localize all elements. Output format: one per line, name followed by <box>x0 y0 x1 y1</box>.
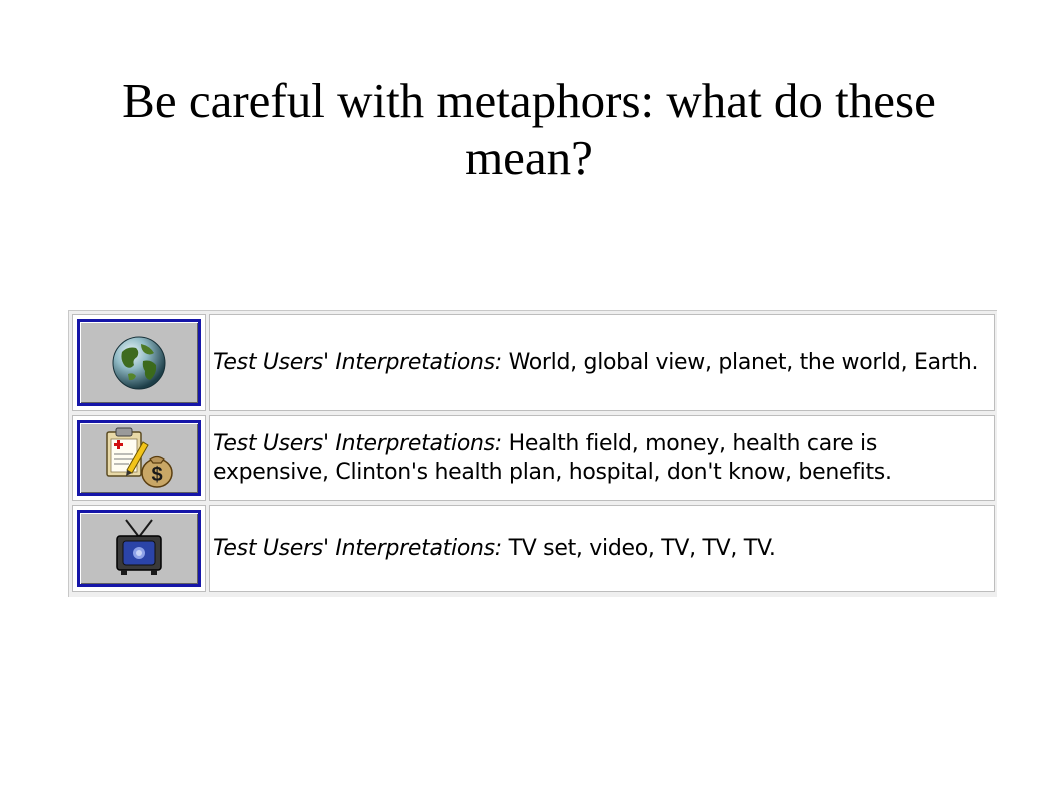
table-row <box>69 415 998 501</box>
globe-icon-button[interactable] <box>77 319 201 406</box>
icon-cell <box>72 415 206 501</box>
interpretation-cell <box>209 314 995 411</box>
interpretations-text: Health field, money, health care is expensive, Clinton's health plan, hospital, don't know, benefits. <box>213 431 892 485</box>
svg-text:$: $ <box>151 464 163 486</box>
slide-title: Be careful with metaphors: what do these mean? <box>122 73 936 186</box>
interpretations-label: Test Users' Interpretations: <box>213 350 502 375</box>
interpretations-text: TV set, video, TV, TV, TV. <box>508 536 776 561</box>
tv-set-icon <box>109 517 169 581</box>
interpretations-label: Test Users' Interpretations: <box>213 431 502 456</box>
globe-icon <box>110 334 168 392</box>
interpretations-text: World, global view, planet, the world, Earth. <box>508 350 979 375</box>
tv-set-icon-button[interactable] <box>77 510 201 587</box>
interpretations-label: Test Users' Interpretations: <box>213 536 502 561</box>
icon-cell <box>72 314 206 411</box>
icon-interpretation-table <box>68 310 997 597</box>
table-row <box>69 314 998 411</box>
table-row <box>69 505 998 592</box>
health-money-icon <box>103 426 175 490</box>
interpretation-cell <box>209 415 995 501</box>
icon-cell <box>72 505 206 592</box>
health-money-icon-button[interactable] <box>77 420 201 496</box>
interpretation-cell <box>209 505 995 592</box>
